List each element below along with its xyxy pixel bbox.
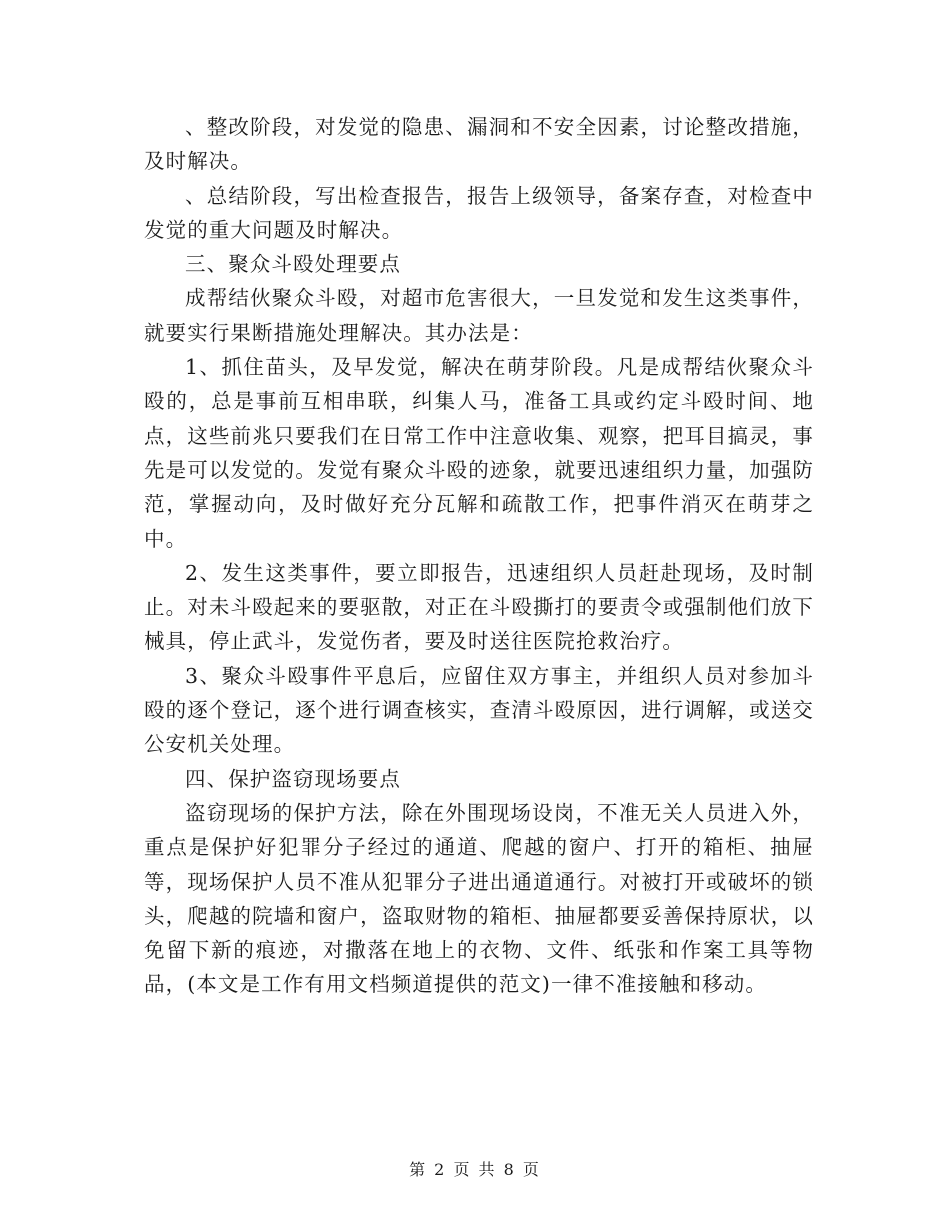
page-number-footer: 第 2 页 共 8 页 <box>409 1160 541 1179</box>
paragraph-theft-scene-protection: 盗窃现场的保护方法，除在外围现场设岗，不准无关人员进入外，重点是保护好犯罪分子经过的通道、爬越的窗户、打开的箱柜、抽屉等，现场保护人员不准从犯罪分子进出通道通行。对被打开或破坏的锁头，爬越的院墙和窗户，盗取财物的箱柜、抽屉都要妥善保持原状，以免留下新的痕迹，对撒落在地上的衣物、文件、纸张和作案工具等物品，(本文是工作有用文档频道提供的范文)一律不准接触和移动。 <box>144 800 814 997</box>
paragraph-rectification-stage: 、整改阶段，对发觉的隐患、漏洞和不安全因素，讨论整改措施，及时解决。 <box>144 115 814 174</box>
section-heading-theft-scene: 四、保护盗窃现场要点 <box>185 766 401 791</box>
paragraph-summary-stage: 、总结阶段，写出检查报告，报告上级领导，备案存查，对检查中发觉的重大问题及时解决。 <box>144 183 814 242</box>
paragraph-group-fights-item-3: 3、聚众斗殴事件平息后，应留住双方事主，并组织人员对参加斗殴的逐个登记，逐个进行调查核实，查清斗殴原因，进行调解，或送交公安机关处理。 <box>144 663 814 757</box>
section-heading-group-fights: 三、聚众斗殴处理要点 <box>185 252 401 277</box>
paragraph-group-fights-intro: 成帮结伙聚众斗殴，对超市危害很大，一旦发觉和发生这类事件，就要实行果断措施处理解决。其办法是： <box>144 286 814 345</box>
paragraph-group-fights-item-1: 1、抓住苗头，及早发觉，解决在萌芽阶段。凡是成帮结伙聚众斗殴的，总是事前互相串联，纠集人马，准备工具或约定斗殴时间、地点，这些前兆只要我们在日常工作中注意收集、观察，把耳目搞灵，事先是可以发觉的。发觉有聚众斗殴的迹象，就要迅速组织力量，加强防范，掌握动向，及时做好充分瓦解和疏散工作，把事件消灭在萌芽之中。 <box>144 355 814 551</box>
paragraph-group-fights-item-2: 2、发生这类事件，要立即报告，迅速组织人员赶赴现场，及时制止。对未斗殴起来的要驱散，对正在斗殴撕打的要责令或强制他们放下械具，停止武斗，发觉伤者，要及时送往医院抢救治疗。 <box>144 560 814 654</box>
document-body <box>144 110 814 1002</box>
